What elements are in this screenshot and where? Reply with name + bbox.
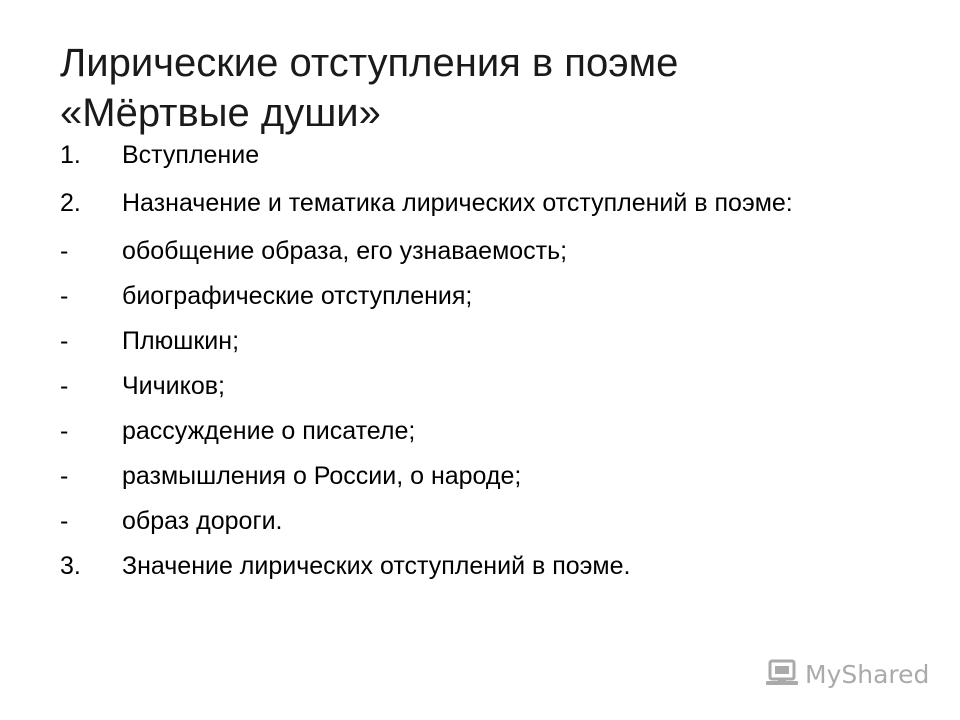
list-marker: - bbox=[60, 282, 69, 310]
list-item-text: Вступление bbox=[122, 141, 260, 169]
list-item-text: Плюшкин; bbox=[122, 327, 240, 355]
slide-title bbox=[60, 38, 920, 138]
list-item-text: Чичиков; bbox=[122, 372, 225, 400]
list-marker: 3. bbox=[60, 552, 81, 580]
list-item-text: обобщение образа, его узнаваемость; bbox=[122, 237, 568, 265]
list-item bbox=[60, 371, 900, 402]
list-item bbox=[60, 140, 900, 171]
myshared-logo-icon bbox=[765, 659, 801, 689]
outline-list bbox=[60, 140, 900, 582]
list-item bbox=[60, 185, 900, 222]
list-item bbox=[60, 506, 900, 537]
list-item bbox=[60, 236, 900, 267]
list-marker: 1. bbox=[60, 141, 81, 169]
myshared-watermark bbox=[765, 657, 930, 691]
list-item-text: Значение лирических отступлений в поэме. bbox=[122, 552, 631, 580]
list-item bbox=[60, 461, 900, 492]
list-item bbox=[60, 551, 900, 582]
list-item bbox=[60, 281, 900, 312]
list-item bbox=[60, 326, 900, 357]
list-marker: - bbox=[60, 327, 69, 355]
list-marker: - bbox=[60, 372, 69, 400]
list-marker: - bbox=[60, 237, 69, 265]
list-marker: - bbox=[60, 462, 69, 490]
list-marker: 2. bbox=[60, 189, 81, 217]
list-item-text: образ дороги. bbox=[122, 507, 283, 535]
list-marker: - bbox=[60, 507, 69, 535]
list-item-text: Назначение и тематика лирических отступлений в поэме: bbox=[122, 189, 793, 217]
list-item bbox=[60, 416, 900, 447]
list-item-text: рассуждение о писателе; bbox=[122, 417, 416, 445]
list-marker: - bbox=[60, 417, 69, 445]
list-item-text: размышления о России, о народе; bbox=[122, 462, 522, 490]
slide-title-line-2: «Мёртвые души» bbox=[60, 91, 381, 135]
slide-title-line-1: Лирические отступления в поэме bbox=[60, 41, 679, 85]
myshared-logo-text: MyShared bbox=[805, 659, 930, 689]
list-item-text: биографические отступления; bbox=[122, 282, 473, 310]
